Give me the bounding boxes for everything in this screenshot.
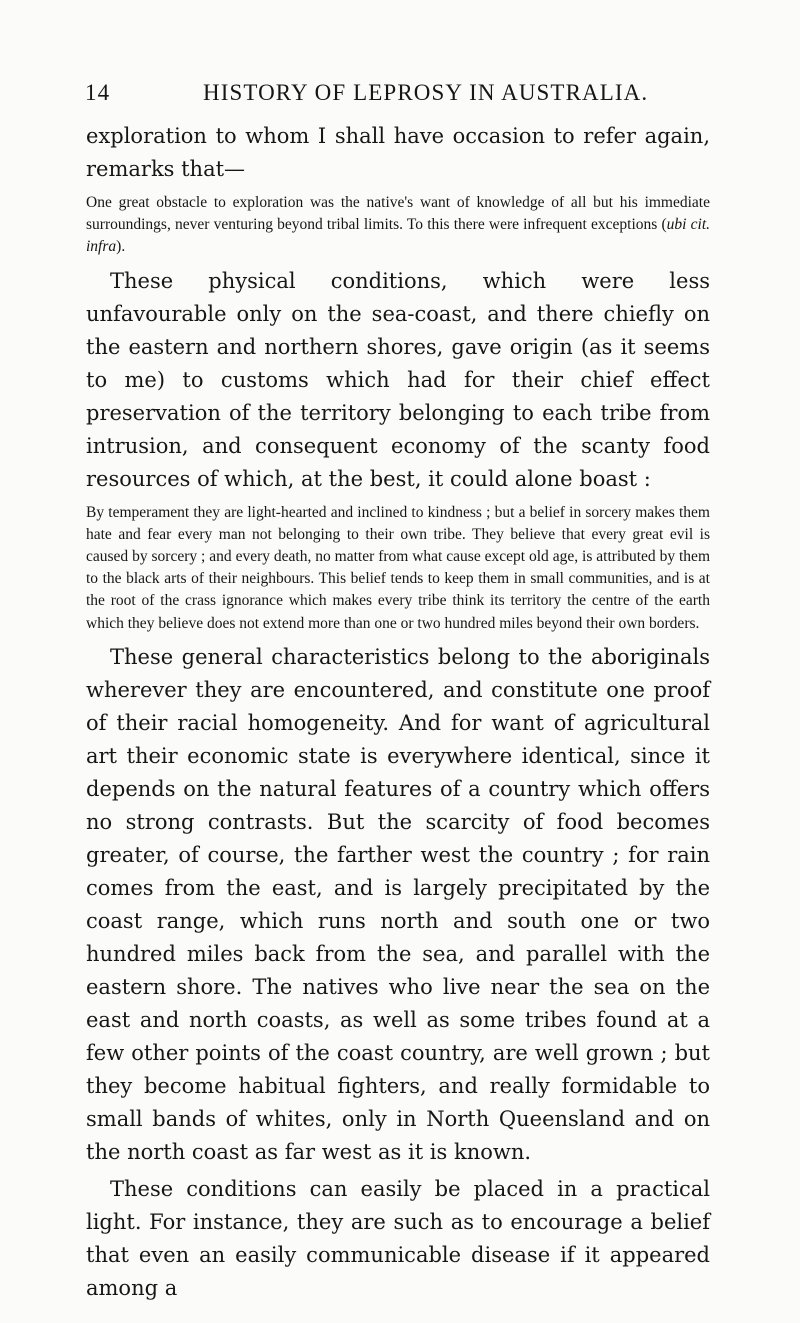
quote-1-text: One great obstacle to exploration was the native's want of knowledge of all but his immediate surroundings, never venturing beyond tribal limits. To this there were infrequent exceptions ( <box>86 194 710 234</box>
paragraph-practical-light: These conditions can easily be placed in a practical light. For instance, they are such as to encourage a belief that even an easily communicable disease if it appeared among a <box>86 1176 710 1300</box>
page-body <box>86 120 710 1305</box>
running-header <box>85 80 710 114</box>
paragraph-physical-conditions: These physical conditions, which were less unfavourable only on the sea-coast, and there chiefly on the eastern and northern shores, gave origin (as it seems to me) to customs which had for their chief effect preservation of the territory belonging to each tribe from intrusion, and consequent economy of the scanty food resources of which, at the best, it could alone boast : <box>86 268 710 491</box>
quote-1-end: ). <box>116 238 126 256</box>
block-quote-2: By temperament they are light-hearted and inclined to kindness ; but a belief in sorcery makes them hate and fear every man not belonging to their own tribe. They believe that every great evil is caused by sorcery ; and every death, no matter from what cause except old age, is attributed by them to the black arts of their neighbours. This belief tends to keep them in small communities, and is at the root of the crass ignorance which makes every tribe think its territory the centre of the earth which they believe does not extend more than one or two hundred miles beyond their own borders. <box>86 503 710 632</box>
paragraph-continuation: exploration to whom I shall have occasion to refer again, remarks that— <box>86 124 710 181</box>
block-quote-1 <box>86 192 710 259</box>
running-title: HISTORY OF LEPROSY IN AUSTRALIA. <box>203 80 649 105</box>
paragraph-general-characteristics: These general characteristics belong to the aboriginals wherever they are encountered, and constitute one proof of their racial homogeneity. And for want of agricultural art their economic state is everywhere identical, since it depends on the natural features of a country which offers no strong contrasts. But the scarcity of food becomes greater, of course, the farther west the country ; for rain comes from the east, and is largely precipitated by the coast range, which runs north and south one or two hundred miles back from the sea, and parallel with the eastern shore. The natives who live near the sea on the east and north coasts, as well as some tribes found at a few other points of the coast country, are well grown ; but they become habitual fighters, and really formidable to small bands of whites, only in North Queensland and on the north coast as far west as it is known. <box>86 644 710 1164</box>
quote-1-citation: ubi cit. infra <box>86 216 710 256</box>
page-number: 14 <box>85 80 111 105</box>
